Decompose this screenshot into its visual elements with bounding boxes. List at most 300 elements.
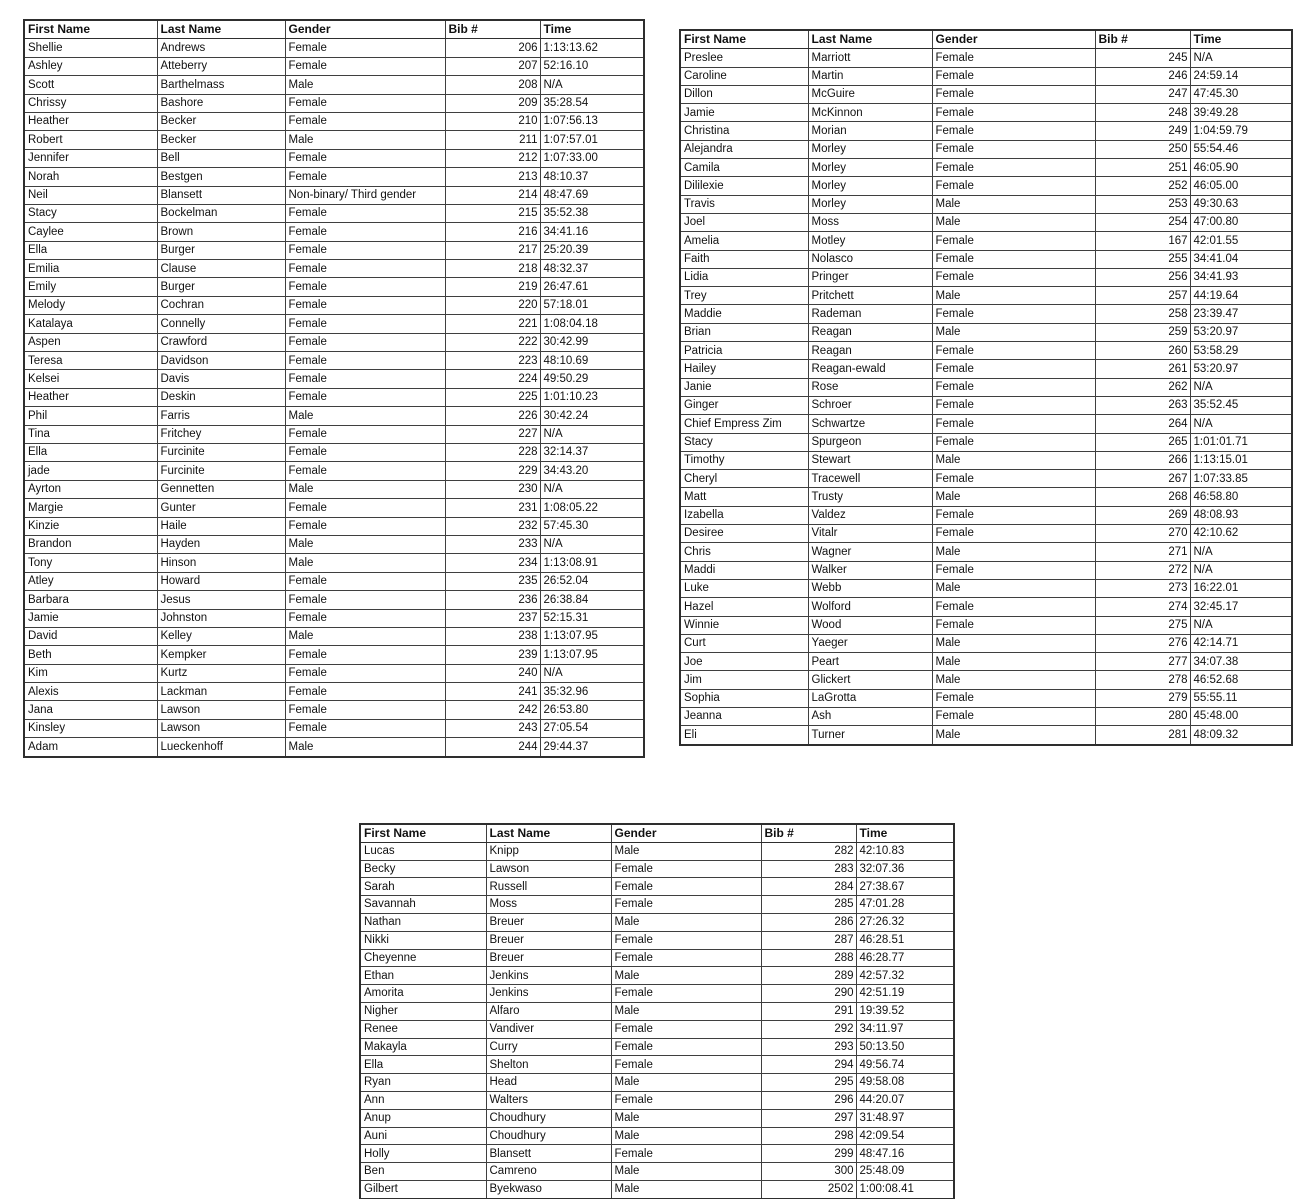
cell-bib: 241 — [445, 683, 540, 701]
cell-last-name: Connelly — [157, 315, 285, 333]
cell-first-name: Caroline — [680, 67, 808, 85]
cell-bib: 236 — [445, 591, 540, 609]
cell-first-name: Cheyenne — [360, 949, 486, 967]
cell-bib: 300 — [761, 1163, 856, 1181]
cell-gender: Female — [285, 664, 445, 682]
cell-first-name: Trey — [680, 287, 808, 305]
cell-time: 35:52.45 — [1190, 396, 1292, 414]
header-gender: Gender — [932, 30, 1095, 49]
header-last-name: Last Name — [157, 20, 285, 39]
cell-bib: 210 — [445, 112, 540, 130]
cell-time: 46:58.80 — [1190, 488, 1292, 506]
cell-gender: Female — [932, 415, 1095, 433]
cell-bib: 293 — [761, 1038, 856, 1056]
cell-gender: Female — [611, 896, 761, 914]
cell-last-name: Barthelmass — [157, 76, 285, 94]
table-row — [680, 579, 1292, 597]
table-row — [24, 591, 644, 609]
cell-first-name: Teresa — [24, 352, 157, 370]
cell-time: 1:01:10.23 — [540, 388, 644, 406]
cell-first-name: Christina — [680, 122, 808, 140]
cell-time: 1:00:08.41 — [856, 1180, 954, 1198]
cell-bib: 272 — [1095, 561, 1190, 579]
cell-bib: 219 — [445, 278, 540, 296]
table-row — [24, 186, 644, 204]
header-last-name: Last Name — [486, 824, 611, 842]
cell-time: 49:58.08 — [856, 1074, 954, 1092]
cell-gender: Male — [285, 554, 445, 572]
table-row — [24, 738, 644, 757]
cell-bib: 239 — [445, 646, 540, 664]
table-row — [24, 333, 644, 351]
cell-last-name: Farris — [157, 407, 285, 425]
cell-bib: 235 — [445, 572, 540, 590]
cell-last-name: Furcinite — [157, 443, 285, 461]
cell-first-name: Makayla — [360, 1038, 486, 1056]
cell-bib: 298 — [761, 1127, 856, 1145]
cell-last-name: Bockelman — [157, 204, 285, 222]
cell-bib: 232 — [445, 517, 540, 535]
table-row — [680, 470, 1292, 488]
cell-bib: 243 — [445, 719, 540, 737]
cell-last-name: Tracewell — [808, 470, 932, 488]
cell-first-name: Travis — [680, 195, 808, 213]
cell-gender: Female — [285, 57, 445, 75]
cell-bib: 217 — [445, 241, 540, 259]
cell-time: 47:45.30 — [1190, 85, 1292, 103]
cell-bib: 258 — [1095, 305, 1190, 323]
cell-gender: Male — [932, 488, 1095, 506]
cell-time: 49:30.63 — [1190, 195, 1292, 213]
table-row — [24, 627, 644, 645]
cell-last-name: Morley — [808, 140, 932, 158]
cell-bib: 275 — [1095, 616, 1190, 634]
header-row — [360, 824, 954, 842]
table-row — [360, 896, 954, 914]
cell-last-name: Motley — [808, 232, 932, 250]
cell-gender: Male — [932, 195, 1095, 213]
cell-last-name: Gennetten — [157, 480, 285, 498]
cell-gender: Male — [932, 653, 1095, 671]
table-row — [680, 67, 1292, 85]
cell-last-name: Yaeger — [808, 634, 932, 652]
cell-last-name: Wolford — [808, 598, 932, 616]
cell-last-name: Bestgen — [157, 168, 285, 186]
table-row — [680, 561, 1292, 579]
cell-last-name: Lawson — [486, 860, 611, 878]
cell-first-name: Brian — [680, 323, 808, 341]
cell-bib: 225 — [445, 388, 540, 406]
cell-first-name: Joe — [680, 653, 808, 671]
cell-gender: Female — [285, 572, 445, 590]
cell-time: 46:05.00 — [1190, 177, 1292, 195]
table-row — [24, 407, 644, 425]
cell-bib: 257 — [1095, 287, 1190, 305]
cell-time: 1:07:33.85 — [1190, 470, 1292, 488]
cell-time: 26:52.04 — [540, 572, 644, 590]
cell-gender: Female — [932, 360, 1095, 378]
cell-first-name: Chief Empress Zim — [680, 415, 808, 433]
cell-gender: Female — [285, 388, 445, 406]
cell-bib: 269 — [1095, 506, 1190, 524]
table-row — [24, 352, 644, 370]
cell-bib: 278 — [1095, 671, 1190, 689]
cell-gender: Female — [285, 149, 445, 167]
cell-gender: Female — [932, 305, 1095, 323]
cell-bib: 265 — [1095, 433, 1190, 451]
cell-time: N/A — [1190, 49, 1292, 67]
cell-gender: Male — [932, 634, 1095, 652]
table-row — [680, 305, 1292, 323]
cell-last-name: Lawson — [157, 719, 285, 737]
cell-first-name: Ella — [360, 1056, 486, 1074]
cell-gender: Female — [285, 443, 445, 461]
cell-last-name: Morley — [808, 195, 932, 213]
cell-time: 46:05.90 — [1190, 159, 1292, 177]
cell-bib: 291 — [761, 1002, 856, 1020]
cell-last-name: Kurtz — [157, 664, 285, 682]
cell-time: 46:28.77 — [856, 949, 954, 967]
cell-gender: Male — [932, 726, 1095, 745]
table-row — [680, 634, 1292, 652]
table-row — [24, 39, 644, 57]
cell-last-name: Davidson — [157, 352, 285, 370]
cell-last-name: Stewart — [808, 451, 932, 469]
cell-gender: Female — [285, 296, 445, 314]
cell-time: 27:38.67 — [856, 878, 954, 896]
cell-last-name: Vandiver — [486, 1020, 611, 1038]
cell-bib: 288 — [761, 949, 856, 967]
cell-first-name: Jana — [24, 701, 157, 719]
cell-first-name: Luke — [680, 579, 808, 597]
cell-bib: 286 — [761, 913, 856, 931]
cell-bib: 233 — [445, 535, 540, 553]
cell-time: 34:07.38 — [1190, 653, 1292, 671]
cell-bib: 220 — [445, 296, 540, 314]
table-row — [360, 1145, 954, 1163]
table-row — [680, 323, 1292, 341]
cell-last-name: Hayden — [157, 535, 285, 553]
cell-last-name: Turner — [808, 726, 932, 745]
table-row — [24, 241, 644, 259]
cell-gender: Male — [932, 543, 1095, 561]
table-row — [680, 159, 1292, 177]
cell-last-name: Burger — [157, 241, 285, 259]
cell-last-name: Rose — [808, 378, 932, 396]
cell-gender: Female — [285, 683, 445, 701]
cell-last-name: Burger — [157, 278, 285, 296]
cell-bib: 260 — [1095, 342, 1190, 360]
cell-time: 1:08:05.22 — [540, 499, 644, 517]
cell-last-name: Pringer — [808, 268, 932, 286]
cell-bib: 209 — [445, 94, 540, 112]
cell-gender: Female — [285, 223, 445, 241]
cell-time: N/A — [540, 76, 644, 94]
table-row — [360, 949, 954, 967]
cell-first-name: Hazel — [680, 598, 808, 616]
cell-bib: 226 — [445, 407, 540, 425]
cell-bib: 284 — [761, 878, 856, 896]
table-row — [24, 94, 644, 112]
cell-gender: Female — [611, 860, 761, 878]
cell-bib: 221 — [445, 315, 540, 333]
cell-last-name: Morian — [808, 122, 932, 140]
cell-time: 1:07:56.13 — [540, 112, 644, 130]
cell-last-name: Choudhury — [486, 1127, 611, 1145]
cell-time: 53:20.97 — [1190, 360, 1292, 378]
cell-gender: Male — [285, 535, 445, 553]
cell-bib: 224 — [445, 370, 540, 388]
cell-last-name: Schwartze — [808, 415, 932, 433]
cell-first-name: Kinzie — [24, 517, 157, 535]
cell-gender: Female — [611, 878, 761, 896]
cell-last-name: Morley — [808, 159, 932, 177]
cell-gender: Female — [611, 949, 761, 967]
results-table-top-left — [23, 19, 645, 758]
cell-last-name: Pritchett — [808, 287, 932, 305]
cell-gender: Male — [285, 738, 445, 757]
cell-gender: Female — [932, 616, 1095, 634]
cell-last-name: Jenkins — [486, 985, 611, 1003]
cell-gender: Female — [932, 470, 1095, 488]
cell-bib: 2502 — [761, 1180, 856, 1198]
table-row — [680, 104, 1292, 122]
cell-time: 53:20.97 — [1190, 323, 1292, 341]
cell-last-name: Trusty — [808, 488, 932, 506]
cell-first-name: Cheryl — [680, 470, 808, 488]
cell-last-name: Nolasco — [808, 250, 932, 268]
cell-bib: 223 — [445, 352, 540, 370]
cell-last-name: Becker — [157, 131, 285, 149]
cell-gender: Female — [932, 525, 1095, 543]
cell-first-name: Hailey — [680, 360, 808, 378]
cell-time: 32:45.17 — [1190, 598, 1292, 616]
cell-bib: 167 — [1095, 232, 1190, 250]
cell-last-name: Lawson — [157, 701, 285, 719]
cell-first-name: Lidia — [680, 268, 808, 286]
cell-first-name: Amelia — [680, 232, 808, 250]
cell-first-name: Sarah — [360, 878, 486, 896]
cell-time: 44:19.64 — [1190, 287, 1292, 305]
cell-gender: Female — [932, 49, 1095, 67]
cell-first-name: Izabella — [680, 506, 808, 524]
table-row — [24, 296, 644, 314]
cell-first-name: Atley — [24, 572, 157, 590]
cell-time: 25:20.39 — [540, 241, 644, 259]
cell-time: 19:39.52 — [856, 1002, 954, 1020]
cell-bib: 281 — [1095, 726, 1190, 745]
table-row — [24, 149, 644, 167]
cell-time: 57:18.01 — [540, 296, 644, 314]
cell-first-name: Norah — [24, 168, 157, 186]
cell-gender: Female — [285, 39, 445, 57]
cell-bib: 277 — [1095, 653, 1190, 671]
cell-time: 1:07:57.01 — [540, 131, 644, 149]
cell-gender: Female — [611, 1091, 761, 1109]
cell-time: 48:09.32 — [1190, 726, 1292, 745]
cell-bib: 229 — [445, 462, 540, 480]
cell-gender: Female — [932, 378, 1095, 396]
cell-time: 31:48.97 — [856, 1109, 954, 1127]
cell-last-name: Vitalr — [808, 525, 932, 543]
table-row — [24, 443, 644, 461]
cell-bib: 240 — [445, 664, 540, 682]
cell-time: 34:41.16 — [540, 223, 644, 241]
cell-gender: Female — [611, 931, 761, 949]
cell-time: N/A — [1190, 415, 1292, 433]
table-row — [680, 707, 1292, 725]
cell-last-name: Lueckenhoff — [157, 738, 285, 757]
cell-last-name: Wood — [808, 616, 932, 634]
header-bib: Bib # — [445, 20, 540, 39]
cell-bib: 218 — [445, 260, 540, 278]
cell-last-name: Reagan — [808, 323, 932, 341]
cell-bib: 292 — [761, 1020, 856, 1038]
cell-last-name: Webb — [808, 579, 932, 597]
cell-gender: Female — [285, 370, 445, 388]
cell-last-name: Morley — [808, 177, 932, 195]
cell-first-name: Nikki — [360, 931, 486, 949]
cell-time: 30:42.24 — [540, 407, 644, 425]
cell-time: 34:41.04 — [1190, 250, 1292, 268]
cell-first-name: Patricia — [680, 342, 808, 360]
cell-gender: Non-binary/ Third gender — [285, 186, 445, 204]
cell-gender: Male — [285, 407, 445, 425]
cell-gender: Male — [932, 579, 1095, 597]
cell-first-name: Scott — [24, 76, 157, 94]
cell-gender: Female — [611, 1038, 761, 1056]
table-row — [680, 488, 1292, 506]
table-row — [24, 131, 644, 149]
cell-last-name: Byekwaso — [486, 1180, 611, 1198]
cell-time: 34:43.20 — [540, 462, 644, 480]
cell-last-name: Camreno — [486, 1163, 611, 1181]
table-row — [680, 506, 1292, 524]
cell-gender: Female — [285, 112, 445, 130]
cell-gender: Female — [932, 122, 1095, 140]
header-first-name: First Name — [680, 30, 808, 49]
table-row — [680, 49, 1292, 67]
cell-gender: Female — [285, 719, 445, 737]
header-bib: Bib # — [1095, 30, 1190, 49]
cell-bib: 285 — [761, 896, 856, 914]
cell-bib: 231 — [445, 499, 540, 517]
cell-first-name: Jim — [680, 671, 808, 689]
cell-last-name: Kelley — [157, 627, 285, 645]
table-row — [360, 1091, 954, 1109]
table-row — [24, 76, 644, 94]
cell-first-name: Renee — [360, 1020, 486, 1038]
table-row — [360, 1163, 954, 1181]
cell-gender: Male — [932, 323, 1095, 341]
cell-last-name: Head — [486, 1074, 611, 1092]
cell-first-name: Maddi — [680, 561, 808, 579]
cell-gender: Male — [932, 287, 1095, 305]
table-row — [680, 268, 1292, 286]
cell-time: 35:28.54 — [540, 94, 644, 112]
cell-time: 48:08.93 — [1190, 506, 1292, 524]
cell-bib: 248 — [1095, 104, 1190, 122]
cell-last-name: Breuer — [486, 931, 611, 949]
cell-bib: 215 — [445, 204, 540, 222]
cell-time: 1:07:33.00 — [540, 149, 644, 167]
cell-first-name: Ben — [360, 1163, 486, 1181]
cell-gender: Male — [611, 1074, 761, 1092]
cell-first-name: Melody — [24, 296, 157, 314]
cell-time: 55:55.11 — [1190, 689, 1292, 707]
cell-bib: 294 — [761, 1056, 856, 1074]
cell-bib: 263 — [1095, 396, 1190, 414]
cell-last-name: Walker — [808, 561, 932, 579]
header-gender: Gender — [611, 824, 761, 842]
cell-time: 46:52.68 — [1190, 671, 1292, 689]
cell-time: 42:10.62 — [1190, 525, 1292, 543]
cell-last-name: Clause — [157, 260, 285, 278]
cell-last-name: Knipp — [486, 842, 611, 860]
cell-bib: 244 — [445, 738, 540, 757]
cell-gender: Female — [285, 591, 445, 609]
table-row — [24, 480, 644, 498]
cell-gender: Male — [932, 451, 1095, 469]
cell-first-name: David — [24, 627, 157, 645]
cell-last-name: McGuire — [808, 85, 932, 103]
cell-gender: Male — [285, 480, 445, 498]
cell-last-name: Breuer — [486, 949, 611, 967]
cell-first-name: Matt — [680, 488, 808, 506]
cell-bib: 227 — [445, 425, 540, 443]
cell-last-name: Peart — [808, 653, 932, 671]
cell-bib: 274 — [1095, 598, 1190, 616]
table-row — [680, 140, 1292, 158]
header-last-name: Last Name — [808, 30, 932, 49]
cell-bib: 206 — [445, 39, 540, 57]
cell-time: 35:32.96 — [540, 683, 644, 701]
table-row — [24, 370, 644, 388]
cell-bib: 252 — [1095, 177, 1190, 195]
cell-first-name: Nathan — [360, 913, 486, 931]
cell-bib: 228 — [445, 443, 540, 461]
table-row — [24, 462, 644, 480]
header-bib: Bib # — [761, 824, 856, 842]
cell-first-name: Gilbert — [360, 1180, 486, 1198]
cell-last-name: Valdez — [808, 506, 932, 524]
cell-bib: 250 — [1095, 140, 1190, 158]
table-row — [360, 1127, 954, 1145]
cell-last-name: Spurgeon — [808, 433, 932, 451]
cell-gender: Female — [285, 94, 445, 112]
cell-gender: Female — [285, 352, 445, 370]
cell-time: 48:32.37 — [540, 260, 644, 278]
cell-gender: Female — [932, 506, 1095, 524]
cell-first-name: Heather — [24, 388, 157, 406]
cell-last-name: Bashore — [157, 94, 285, 112]
cell-first-name: Jamie — [680, 104, 808, 122]
cell-first-name: Ashley — [24, 57, 157, 75]
cell-first-name: Adam — [24, 738, 157, 757]
cell-first-name: Emilia — [24, 260, 157, 278]
cell-last-name: Deskin — [157, 388, 285, 406]
cell-last-name: Curry — [486, 1038, 611, 1056]
table-row — [680, 122, 1292, 140]
cell-bib: 261 — [1095, 360, 1190, 378]
cell-first-name: Aspen — [24, 333, 157, 351]
cell-last-name: Johnston — [157, 609, 285, 627]
cell-first-name: Becky — [360, 860, 486, 878]
table-row — [24, 204, 644, 222]
table-row — [360, 842, 954, 860]
cell-first-name: Dililexie — [680, 177, 808, 195]
cell-bib: 290 — [761, 985, 856, 1003]
